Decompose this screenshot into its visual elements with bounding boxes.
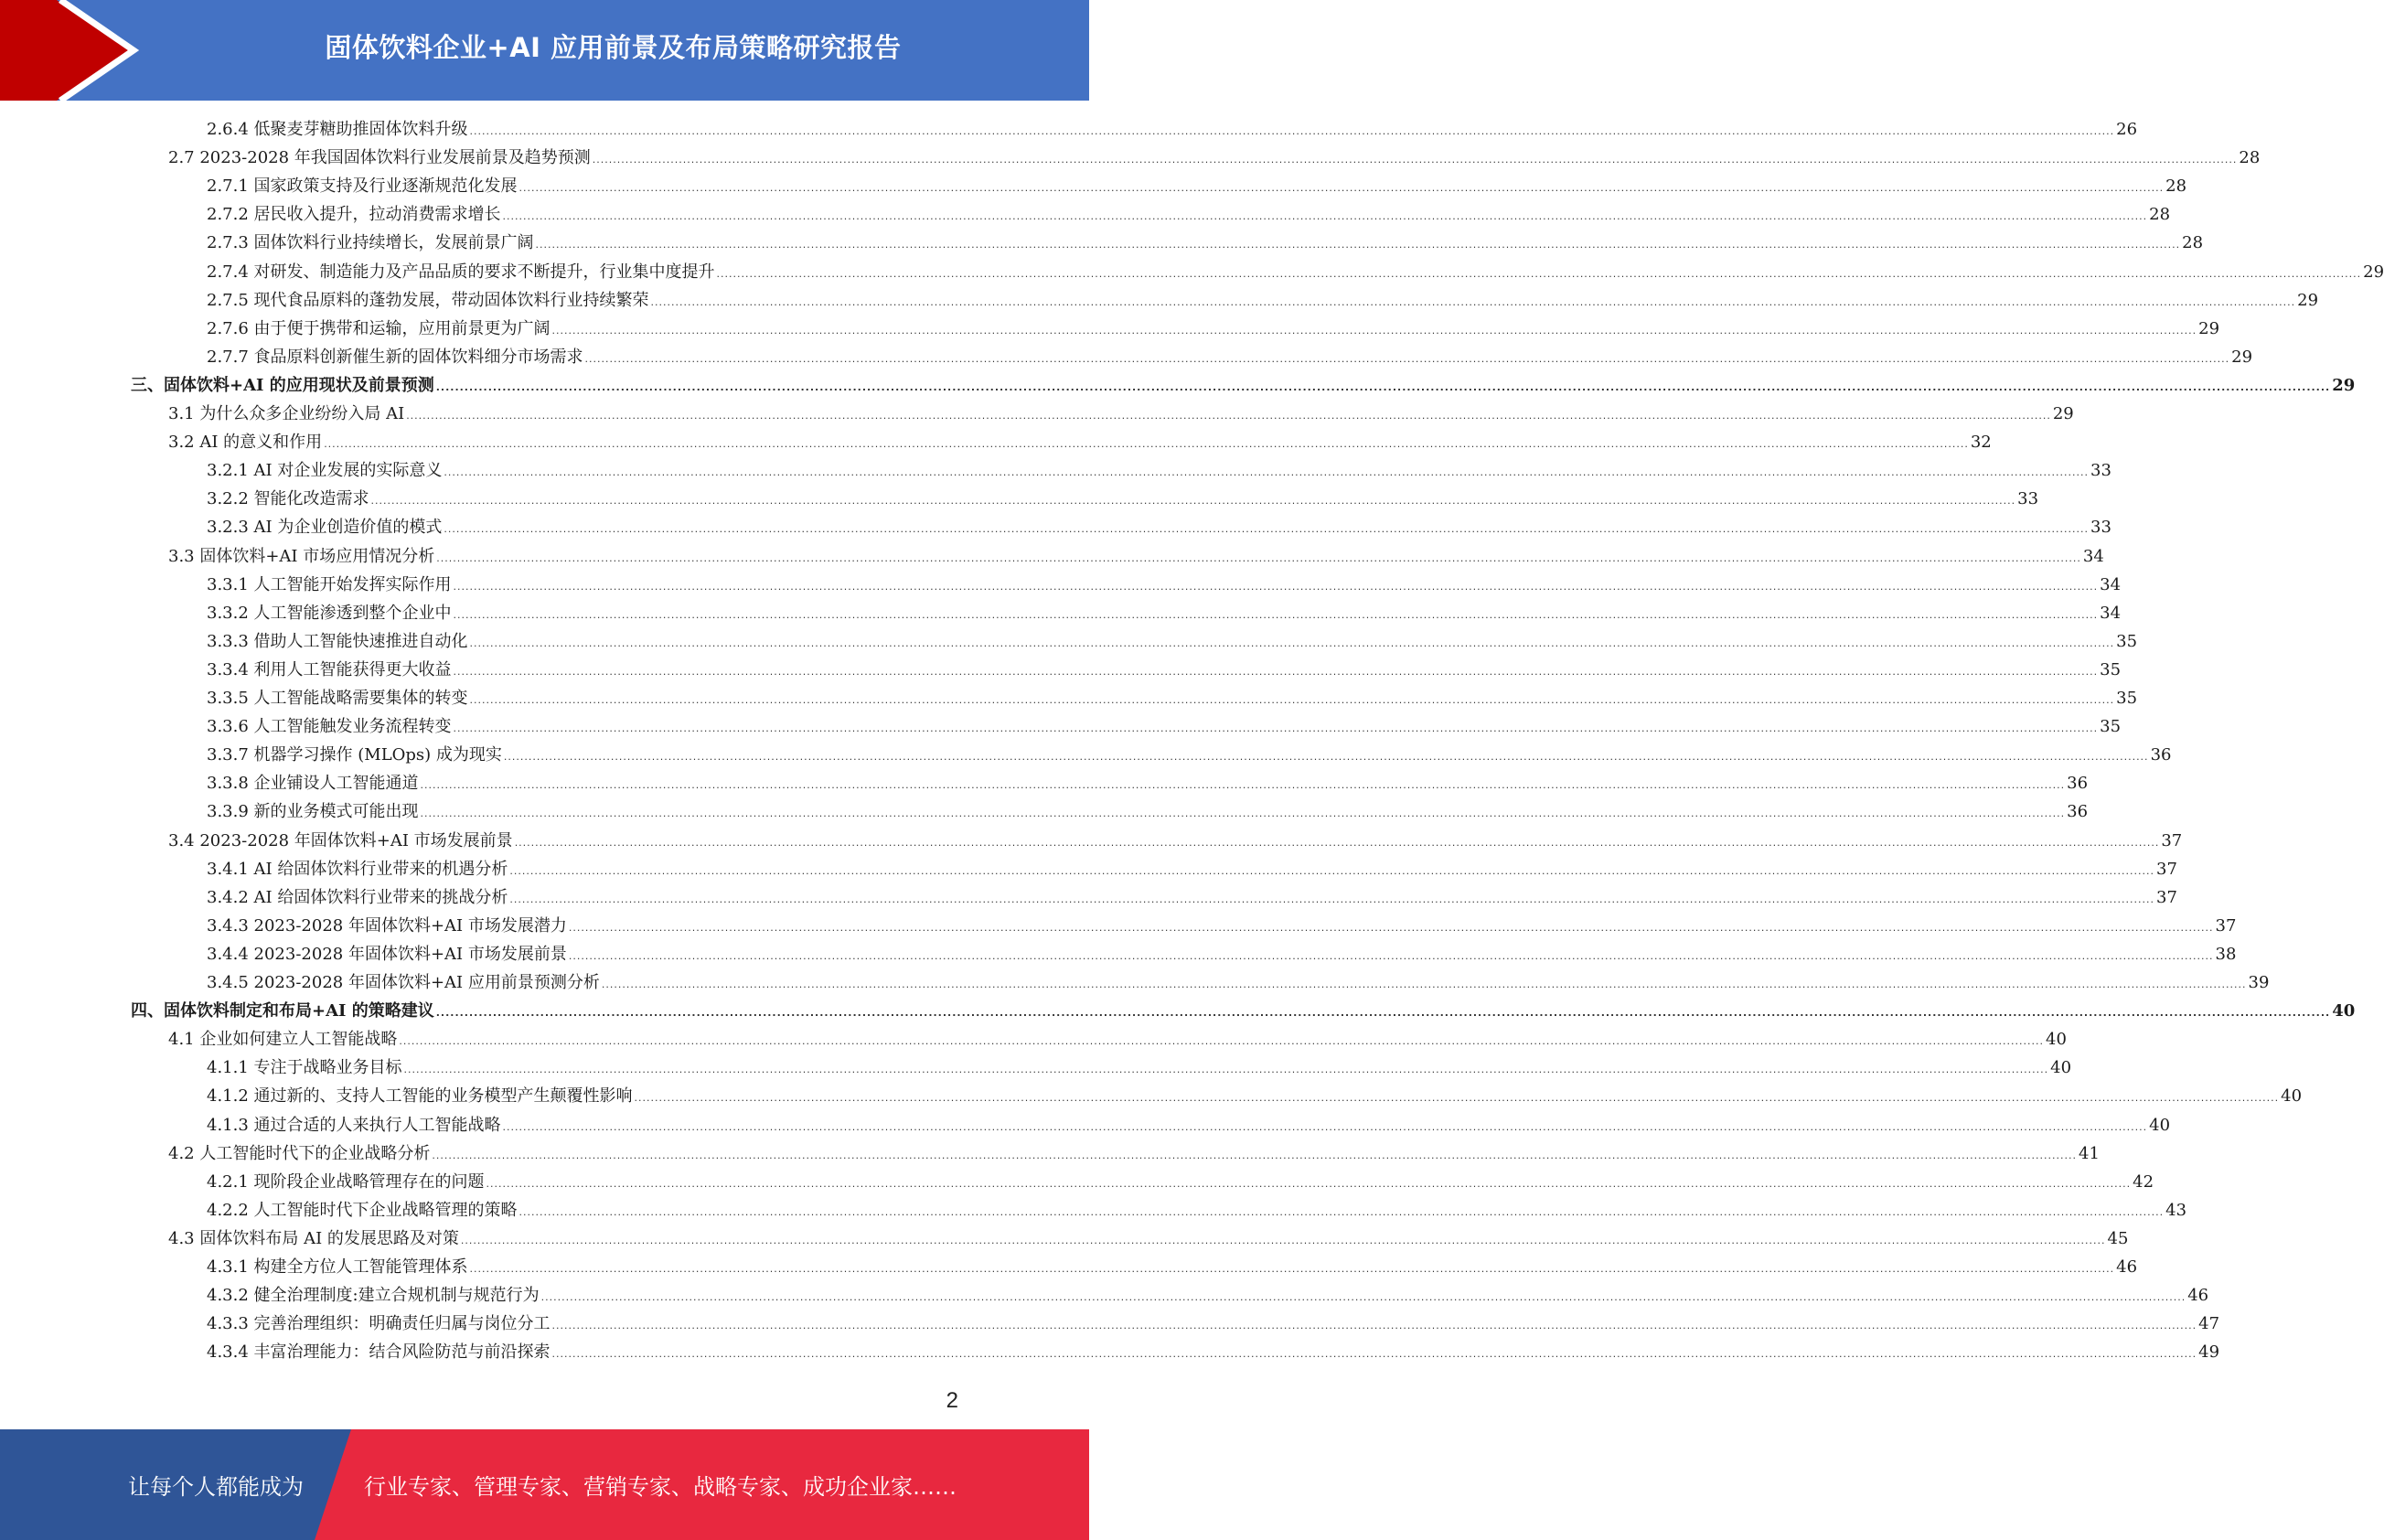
toc-entry[interactable] xyxy=(168,543,2104,571)
toc-dot-leader: ................................................................................................................................................................................................................................................................................................................................................................................................................ xyxy=(518,1206,2165,1218)
toc-entry-label: 2.7.5 现代食品原料的蓬勃发展，带动固体饮料行业持续繁荣 xyxy=(207,291,649,310)
toc-entry-label: 3.3.3 借助人工智能快速推进自动化 xyxy=(207,632,468,651)
toc-entry-page: 34 xyxy=(2100,575,2122,594)
toc-entry-label: 4.3.1 构建全方位人工智能管理体系 xyxy=(207,1257,468,1277)
toc-entry[interactable] xyxy=(168,1225,2129,1253)
toc-entry-page: 35 xyxy=(2100,660,2122,679)
toc-dot-leader: ................................................................................................................................................................................................................................................................................................................................................................................................................ xyxy=(469,1263,2115,1275)
toc-dot-leader: ................................................................................................................................................................................................................................................................................................................................................................................................................ xyxy=(518,182,2165,194)
toc-entry[interactable] xyxy=(207,173,2187,200)
toc-entry[interactable] xyxy=(207,259,2384,286)
toc-entry-label: 2.7.4 对研发、制造能力及产品品质的要求不断提升，行业集中度提升 xyxy=(207,262,715,282)
toc-entry[interactable] xyxy=(207,856,2177,883)
toc-entry-page: 34 xyxy=(2100,604,2122,623)
toc-entry[interactable] xyxy=(207,572,2122,599)
toc-entry-page: 29 xyxy=(2231,348,2253,367)
toc-entry-label: 3.3.6 人工智能触发业务流程转变 xyxy=(207,717,452,736)
toc-entry-label: 2.7 2023-2028 年我国固体饮料行业发展前景及趋势预测 xyxy=(168,148,591,167)
toc-entry-label: 4.1 企业如何建立人工智能战略 xyxy=(168,1030,398,1049)
toc-dot-leader: ................................................................................................................................................................................................................................................................................................................................................................................................................ xyxy=(420,807,2066,819)
toc-entry[interactable] xyxy=(207,315,2220,343)
toc-entry-page: 29 xyxy=(2363,262,2384,282)
toc-dot-leader: ................................................................................................................................................................................................................................................................................................................................................................................................................ xyxy=(650,296,2296,308)
toc-entry-page: 28 xyxy=(2165,176,2187,196)
toc-entry[interactable] xyxy=(168,401,2074,428)
toc-dot-leader: ................................................................................................................................................................................................................................................................................................................................................................................................................ xyxy=(514,837,2160,849)
toc-entry-page: 33 xyxy=(2017,489,2039,508)
toc-entry-label: 3.3.1 人工智能开始发挥实际作用 xyxy=(207,575,452,594)
toc-entry[interactable] xyxy=(131,372,2356,400)
toc-entry-label: 2.7.3 固体饮料行业持续增长，发展前景广阔 xyxy=(207,233,534,252)
toc-dot-leader: ................................................................................................................................................................................................................................................................................................................................................................................................................ xyxy=(584,353,2230,365)
toc-dot-leader: ................................................................................................................................................................................................................................................................................................................................................................................................................ xyxy=(535,239,2181,251)
toc-entry-label: 4.3 固体饮料布局 AI 的发展思路及对策 xyxy=(168,1229,459,1248)
toc-entry-page: 46 xyxy=(2187,1286,2209,1305)
toc-entry-label: 3.3.8 企业铺设人工智能通道 xyxy=(207,774,419,793)
page-number: 2 xyxy=(946,1388,958,1413)
toc-entry[interactable] xyxy=(168,1140,2100,1168)
toc-entry-label: 3.3.4 利用人工智能获得更大收益 xyxy=(207,660,452,679)
toc-entry[interactable] xyxy=(207,1083,2303,1110)
toc-dot-leader: ................................................................................................................................................................................................................................................................................................................................................................................................................ xyxy=(592,154,2238,166)
toc-entry-label: 3.2 AI 的意义和作用 xyxy=(168,433,323,452)
toc-entry-label: 4.1.1 专注于战略业务目标 xyxy=(207,1058,402,1077)
toc-dot-leader: ................................................................................................................................................................................................................................................................................................................................................................................................................ xyxy=(568,922,2214,934)
toc-entry[interactable] xyxy=(207,742,2172,769)
toc-entry-label: 3.4.2 AI 给固体饮料行业带来的挑战分析 xyxy=(207,888,508,907)
toc-entry-label: 2.7.2 居民收入提升，拉动消费需求增长 xyxy=(207,205,501,224)
toc-entry[interactable] xyxy=(207,1169,2154,1196)
toc-entry-page: 33 xyxy=(2090,461,2111,480)
toc-entry[interactable] xyxy=(207,657,2122,684)
toc-dot-leader: ................................................................................................................................................................................................................................................................................................................................................................................................................ xyxy=(486,1178,2132,1190)
toc-entry-page: 41 xyxy=(2079,1144,2100,1163)
toc-entry[interactable] xyxy=(207,201,2171,229)
toc-dot-leader: ................................................................................................................................................................................................................................................................................................................................................................................................................ xyxy=(432,1150,2077,1161)
toc-dot-leader: ................................................................................................................................................................................................................................................................................................................................................................................................................ xyxy=(453,609,2099,621)
toc-entry-label: 4.3.4 丰富治理能力：结合风险防范与前沿探索 xyxy=(207,1342,551,1362)
toc-entry-page: 32 xyxy=(1970,433,1992,452)
toc-entry[interactable] xyxy=(207,1054,2072,1082)
toc-entry[interactable] xyxy=(168,1026,2067,1053)
toc-entry-page: 37 xyxy=(2156,888,2177,907)
toc-entry-label: 三、固体饮料+AI 的应用现状及前景预测 xyxy=(131,376,434,395)
toc-entry-page: 36 xyxy=(2150,745,2172,765)
toc-dot-leader: ................................................................................................................................................................................................................................................................................................................................................................................................................ xyxy=(469,637,2115,649)
toc-entry-label: 3.2.1 AI 对企业发展的实际意义 xyxy=(207,461,443,480)
toc-dot-leader: ................................................................................................................................................................................................................................................................................................................................................................................................................ xyxy=(453,666,2099,678)
toc-entry[interactable] xyxy=(207,1197,2187,1225)
toc-entry[interactable] xyxy=(207,230,2204,257)
toc-entry[interactable] xyxy=(207,514,2111,541)
toc-entry-label: 3.2.3 AI 为企业创造价值的模式 xyxy=(207,518,443,537)
toc-entry-label: 4.3.2 健全治理制度:建立合规机制与规范行为 xyxy=(207,1286,540,1305)
toc-entry-page: 37 xyxy=(2215,916,2237,936)
toc-dot-leader: ................................................................................................................................................................................................................................................................................................................................................................................................................ xyxy=(716,268,2362,280)
toc-dot-leader: ................................................................................................................................................................................................................................................................................................................................................................................................................ xyxy=(324,438,1969,450)
toc-dot-leader: ................................................................................................................................................................................................................................................................................................................................................................................................................ xyxy=(551,1320,2197,1331)
toc-entry[interactable] xyxy=(207,685,2138,712)
toc-dot-leader: ................................................................................................................................................................................................................................................................................................................................................................................................................ xyxy=(403,1064,2049,1075)
toc-entry-label: 3.1 为什么众多企业纷纷入局 AI xyxy=(168,404,405,423)
toc-entry[interactable] xyxy=(207,600,2122,627)
toc-entry[interactable] xyxy=(207,1282,2209,1310)
toc-entry-page: 34 xyxy=(2082,547,2104,566)
toc-entry-page: 26 xyxy=(2116,120,2138,139)
toc-dot-leader: ................................................................................................................................................................................................................................................................................................................................................................................................................ xyxy=(399,1035,2044,1047)
toc-entry-label: 3.3.2 人工智能渗透到整个企业中 xyxy=(207,604,452,623)
toc-dot-leader: ................................................................................................................................................................................................................................................................................................................................................................................................................ xyxy=(435,1007,2331,1019)
toc-entry-page: 36 xyxy=(2067,774,2089,793)
toc-entry-label: 4.1.2 通过新的、支持人工智能的业务模型产生颠覆性影响 xyxy=(207,1086,633,1106)
toc-entry-page: 40 xyxy=(2050,1058,2072,1077)
toc-entry[interactable] xyxy=(168,828,2183,855)
toc-dot-leader: ................................................................................................................................................................................................................................................................................................................................................................................................................ xyxy=(540,1291,2186,1303)
toc-entry[interactable] xyxy=(207,287,2319,315)
toc-dot-leader: ................................................................................................................................................................................................................................................................................................................................................................................................................ xyxy=(509,893,2154,905)
toc-entry[interactable] xyxy=(207,884,2177,912)
toc-entry-label: 3.4 2023-2028 年固体饮料+AI 市场发展前景 xyxy=(168,831,513,850)
toc-entry[interactable] xyxy=(207,1310,2220,1338)
toc-entry-page: 29 xyxy=(2332,376,2356,395)
toc-entry-label: 3.3.7 机器学习操作 (MLOps) 成为现实 xyxy=(207,745,502,765)
footer-slogan-left: 让每个人都能成为 xyxy=(128,1474,304,1500)
toc-entry-page: 29 xyxy=(2297,291,2319,310)
toc-dot-leader: ................................................................................................................................................................................................................................................................................................................................................................................................................ xyxy=(420,779,2066,791)
toc-entry[interactable] xyxy=(207,116,2138,144)
toc-entry[interactable] xyxy=(207,628,2138,656)
toc-dot-leader: ................................................................................................................................................................................................................................................................................................................................................................................................................ xyxy=(435,381,2331,393)
footer-slogan-right: 行业专家、管理专家、营销专家、战略专家、成功企业家…… xyxy=(364,1474,957,1500)
toc-entry-page: 35 xyxy=(2116,689,2138,708)
toc-entry-page: 28 xyxy=(2182,233,2204,252)
toc-entry-label: 2.7.1 国家政策支持及行业逐渐规范化发展 xyxy=(207,176,518,196)
toc-entry[interactable] xyxy=(207,344,2253,371)
toc-entry[interactable] xyxy=(207,798,2089,826)
toc-entry[interactable] xyxy=(168,144,2261,172)
toc-entry-label: 4.2.1 现阶段企业战略管理存在的问题 xyxy=(207,1172,485,1192)
toc-entry-page: 29 xyxy=(2198,319,2220,338)
toc-entry[interactable] xyxy=(168,429,1992,456)
toc-entry-page: 40 xyxy=(2046,1030,2067,1049)
toc-entry-page: 39 xyxy=(2248,973,2270,992)
toc-dot-leader: ................................................................................................................................................................................................................................................................................................................................................................................................................ xyxy=(551,325,2197,337)
toc-dot-leader: ................................................................................................................................................................................................................................................................................................................................................................................................................ xyxy=(444,523,2089,535)
toc-entry-label: 4.3.3 完善治理组织：明确责任归属与岗位分工 xyxy=(207,1314,551,1333)
report-title: 固体饮料企业+AI 应用前景及布局策略研究报告 xyxy=(325,31,902,63)
toc-dot-leader: ................................................................................................................................................................................................................................................................................................................................................................................................................ xyxy=(509,865,2154,877)
toc-entry-page: 46 xyxy=(2116,1257,2138,1277)
toc-entry[interactable] xyxy=(207,1254,2138,1281)
toc-dot-leader: ................................................................................................................................................................................................................................................................................................................................................................................................................ xyxy=(634,1092,2280,1104)
toc-entry-label: 2.6.4 低聚麦芽糖助推固体饮料升级 xyxy=(207,120,468,139)
toc-dot-leader: ................................................................................................................................................................................................................................................................................................................................................................................................................ xyxy=(601,979,2247,990)
toc-entry-label: 3.4.4 2023-2028 年固体饮料+AI 市场发展前景 xyxy=(207,945,567,964)
toc-entry-page: 40 xyxy=(2281,1086,2303,1106)
toc-dot-leader: ................................................................................................................................................................................................................................................................................................................................................................................................................ xyxy=(444,466,2089,478)
page-header xyxy=(0,0,1089,101)
toc-entry-label: 2.7.7 食品原料创新催生新的固体饮料细分市场需求 xyxy=(207,348,583,367)
toc-entry-page: 49 xyxy=(2198,1342,2220,1362)
toc-dot-leader: ................................................................................................................................................................................................................................................................................................................................................................................................................ xyxy=(551,1348,2197,1360)
toc-entry[interactable] xyxy=(207,941,2237,968)
toc-entry-page: 37 xyxy=(2156,860,2177,879)
toc-entry-page: 38 xyxy=(2215,945,2237,964)
toc-entry-label: 3.4.1 AI 给固体饮料行业带来的机遇分析 xyxy=(207,860,508,879)
toc-entry-label: 3.3.5 人工智能战略需要集体的转变 xyxy=(207,689,468,708)
toc-dot-leader: ................................................................................................................................................................................................................................................................................................................................................................................................................ xyxy=(406,410,2051,422)
toc-entry[interactable] xyxy=(207,969,2270,997)
toc-entry-label: 3.4.3 2023-2028 年固体饮料+AI 市场发展潜力 xyxy=(207,916,567,936)
toc-entry[interactable] xyxy=(207,457,2111,485)
toc-dot-leader: ................................................................................................................................................................................................................................................................................................................................................................................................................ xyxy=(568,950,2214,962)
toc-entry-page: 40 xyxy=(2332,1001,2356,1021)
toc-dot-leader: ................................................................................................................................................................................................................................................................................................................................................................................................................ xyxy=(469,125,2115,137)
toc-entry[interactable] xyxy=(207,1339,2220,1366)
toc-entry-page: 29 xyxy=(2052,404,2074,423)
toc-entry-page: 28 xyxy=(2149,205,2171,224)
toc-entry-label: 2.7.6 由于便于携带和运输，应用前景更为广阔 xyxy=(207,319,551,338)
toc-dot-leader: ................................................................................................................................................................................................................................................................................................................................................................................................................ xyxy=(502,210,2148,222)
toc-entry-label: 3.4.5 2023-2028 年固体饮料+AI 应用前景预测分析 xyxy=(207,973,600,992)
toc-entry-page: 33 xyxy=(2090,518,2111,537)
toc-entry-page: 36 xyxy=(2067,802,2089,821)
toc-entry-page: 37 xyxy=(2161,831,2183,850)
toc-dot-leader: ................................................................................................................................................................................................................................................................................................................................................................................................................ xyxy=(469,694,2115,706)
toc-entry-page: 28 xyxy=(2239,148,2261,167)
toc-entry[interactable] xyxy=(207,913,2237,940)
toc-entry-page: 35 xyxy=(2100,717,2122,736)
toc-dot-leader: ................................................................................................................................................................................................................................................................................................................................................................................................................ xyxy=(502,1121,2148,1133)
toc-entry-page: 40 xyxy=(2149,1116,2171,1135)
toc-entry-page: 45 xyxy=(2107,1229,2129,1248)
toc-entry-label: 4.1.3 通过合适的人来执行人工智能战略 xyxy=(207,1116,501,1135)
toc-entry-label: 4.2.2 人工智能时代下企业战略管理的策略 xyxy=(207,1201,518,1220)
toc-dot-leader: ................................................................................................................................................................................................................................................................................................................................................................................................................ xyxy=(453,722,2099,734)
page-footer xyxy=(0,1429,1089,1540)
toc-dot-leader: ................................................................................................................................................................................................................................................................................................................................................................................................................ xyxy=(453,581,2099,593)
toc-dot-leader: ................................................................................................................................................................................................................................................................................................................................................................................................................ xyxy=(503,751,2149,763)
toc-dot-leader: ................................................................................................................................................................................................................................................................................................................................................................................................................ xyxy=(370,495,2016,507)
toc-entry[interactable] xyxy=(207,486,2039,513)
toc-entry-page: 47 xyxy=(2198,1314,2220,1333)
toc-dot-leader: ................................................................................................................................................................................................................................................................................................................................................................................................................ xyxy=(460,1235,2106,1246)
toc-entry[interactable] xyxy=(131,998,2356,1025)
toc-entry[interactable] xyxy=(207,770,2089,797)
toc-entry-label: 3.3 固体饮料+AI 市场应用情况分析 xyxy=(168,547,435,566)
toc-dot-leader: ................................................................................................................................................................................................................................................................................................................................................................................................................ xyxy=(436,552,2081,564)
toc-entry[interactable] xyxy=(207,713,2122,741)
toc-entry-label: 3.3.9 新的业务模式可能出现 xyxy=(207,802,419,821)
toc-entry-label: 四、固体饮料制定和布局+AI 的策略建议 xyxy=(131,1001,434,1021)
toc-entry-page: 35 xyxy=(2116,632,2138,651)
toc-entry-label: 4.2 人工智能时代下的企业战略分析 xyxy=(168,1144,431,1163)
toc-entry-page: 43 xyxy=(2165,1201,2187,1220)
toc-entry-page: 42 xyxy=(2133,1172,2154,1192)
toc-entry-label: 3.2.2 智能化改造需求 xyxy=(207,489,369,508)
toc-entry[interactable] xyxy=(207,1112,2171,1139)
